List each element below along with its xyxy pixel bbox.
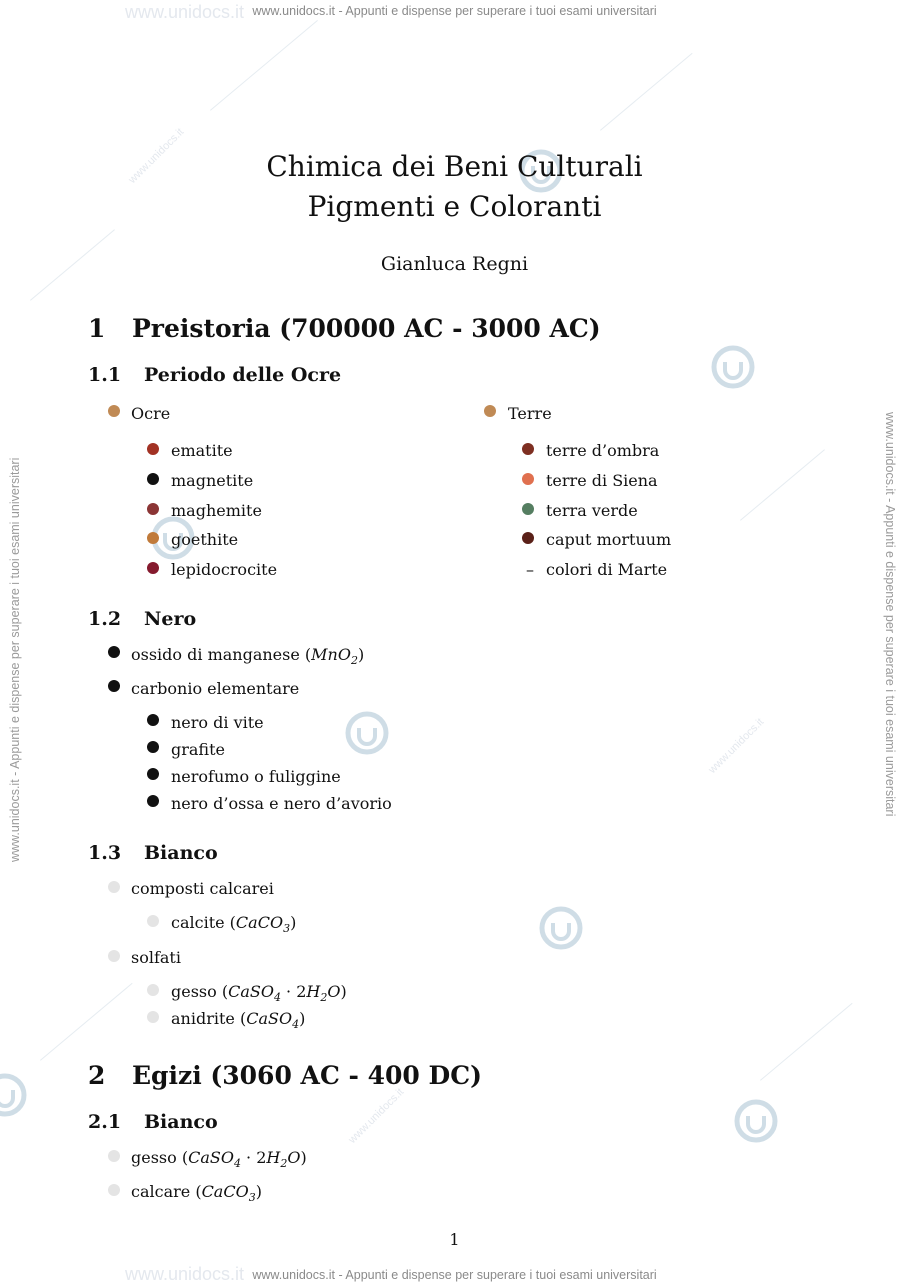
bullet-dot [147, 768, 159, 780]
list-item: Terre [508, 404, 552, 423]
watermark-side-left: www.unidocs.it - Appunti e dispense per superare i tuoi esami universitari [8, 457, 22, 862]
subsection-number: 1.3 [88, 842, 122, 864]
list-item: nero di vite [171, 713, 264, 732]
watermark-line [740, 449, 825, 520]
bullet-dot [147, 562, 159, 574]
bullet-dot [147, 714, 159, 726]
unidocs-logo-icon [538, 905, 584, 951]
bullet-dot [147, 473, 159, 485]
list-item: calcare (CaCO$_3$) [131, 1182, 262, 1205]
unidocs-logo-icon [344, 710, 390, 756]
list-item: anidrite (CaSO$_4$) [171, 1009, 306, 1032]
watermark-line [40, 983, 133, 1061]
list-item: terra verde [546, 501, 638, 520]
section-title: Preistoria (700000 AC - 3000 AC) [132, 314, 601, 343]
list-item: calcite (CaCO$_3$) [171, 913, 297, 936]
watermark-faint-text: www.unidocs.it [125, 1264, 245, 1284]
bullet-dot [522, 532, 534, 544]
list-item: ematite [171, 441, 233, 460]
subsection-number: 2.1 [88, 1111, 122, 1133]
watermark-side-right: www.unidocs.it - Appunti e dispense per superare i tuoi esami universitari [883, 412, 897, 817]
page-number: 1 [449, 1230, 460, 1249]
list-item: magnetite [171, 471, 254, 490]
subsection-heading [88, 1111, 218, 1133]
bullet-dot [108, 881, 120, 893]
watermark-line [600, 53, 693, 131]
list-item: terre di Siena [546, 471, 658, 490]
subsection-heading [88, 842, 218, 864]
list-item: grafite [171, 740, 225, 759]
bullet-dot [522, 443, 534, 455]
list-item: terre d’ombra [546, 441, 660, 460]
list-item: colori di Marte [546, 560, 668, 579]
watermark-faint-text: www.unidocs.it [126, 126, 187, 186]
watermark-faint-text: www.unidocs.it [125, 2, 245, 22]
list-item: composti calcarei [131, 879, 274, 898]
subsection-title: Bianco [144, 842, 218, 864]
subsection-number: 1.1 [88, 364, 122, 386]
bullet-dot [147, 915, 159, 927]
list-item: ossido di manganese (MnO$_2$) [131, 645, 365, 668]
bullet-dot [522, 503, 534, 515]
subsection-heading [88, 608, 196, 630]
section-number: 1 [88, 314, 106, 343]
list-item: solfati [131, 948, 181, 967]
document-author: Gianluca Regni [380, 253, 529, 275]
unidocs-logo-icon [733, 1098, 779, 1144]
bullet-dot [147, 503, 159, 515]
dash-bullet: – [526, 560, 534, 579]
list-item: caput mortuum [546, 530, 672, 549]
list-item: carbonio elementare [131, 679, 300, 698]
bullet-dot [147, 795, 159, 807]
watermark-line [760, 1003, 853, 1081]
section-number: 2 [88, 1061, 106, 1090]
subsection-title: Bianco [144, 1111, 218, 1133]
unidocs-logo-icon [0, 1072, 28, 1118]
bullet-dot [108, 1150, 120, 1162]
subsection-number: 1.2 [88, 608, 122, 630]
bullet-dot [147, 443, 159, 455]
list-item: Ocre [131, 404, 171, 423]
list-item: lepidocrocite [171, 560, 278, 579]
watermark-faint-text: www.unidocs.it [706, 716, 767, 776]
document-title: Chimica dei Beni Culturali [266, 150, 643, 183]
section-title: Egizi (3060 AC - 400 DC) [132, 1061, 482, 1090]
bullet-dot [147, 1011, 159, 1023]
bullet-dot [522, 473, 534, 485]
bullet-dot [147, 984, 159, 996]
subsection-heading [88, 364, 341, 386]
bullet-dot [147, 532, 159, 544]
watermark-banner-bottom: www.unidocs.it - Appunti e dispense per superare i tuoi esami universitari [252, 1268, 657, 1282]
subsection-title: Nero [144, 608, 197, 630]
bullet-dot [108, 405, 120, 417]
list-item: nero d’ossa e nero d’avorio [171, 794, 392, 813]
list-item: maghemite [171, 501, 262, 520]
unidocs-logo-icon [710, 344, 756, 390]
list-item: goethite [171, 530, 239, 549]
section-heading [88, 314, 601, 343]
bullet-dot [147, 741, 159, 753]
bullet-dot [108, 950, 120, 962]
bullet-dot [108, 646, 120, 658]
document-subtitle: Pigmenti e Coloranti [307, 190, 602, 223]
watermark-faint-text: www.unidocs.it [346, 1086, 407, 1146]
bullet-dot [108, 680, 120, 692]
subsection-title: Periodo delle Ocre [144, 364, 342, 386]
watermark-banner-top: www.unidocs.it - Appunti e dispense per superare i tuoi esami universitari [252, 4, 657, 18]
list-item: gesso (CaSO$_4$ · $2H_2O$) [131, 1148, 307, 1171]
watermark-line [210, 20, 318, 111]
bullet-dot [108, 1184, 120, 1196]
list-item: gesso (CaSO$_4$ · $2H_2O$) [171, 982, 347, 1005]
list-item: nerofumo o fuliggine [171, 767, 341, 786]
bullet-dot [484, 405, 496, 417]
section-heading [88, 1061, 482, 1090]
